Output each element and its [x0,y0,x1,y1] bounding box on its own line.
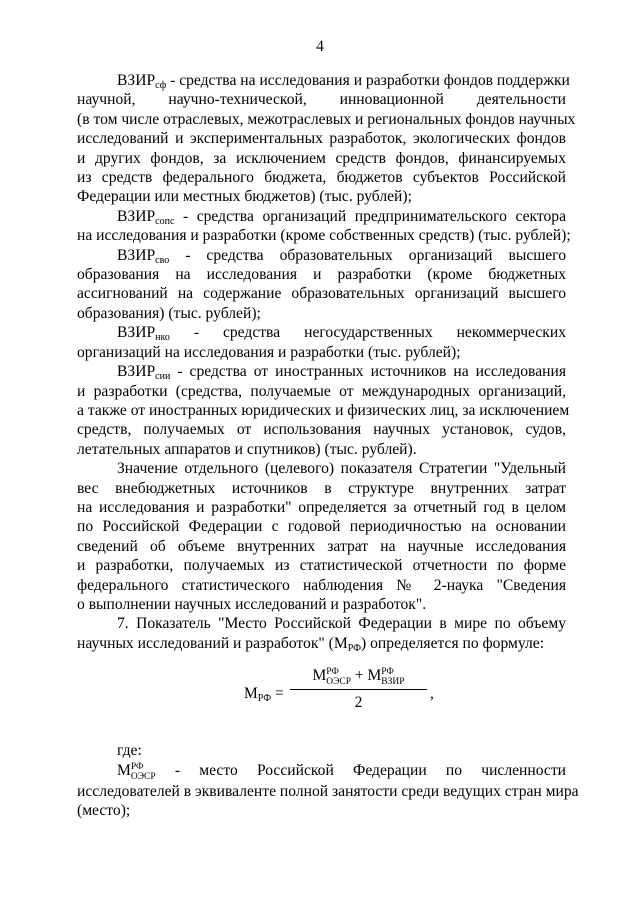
formula-denominator: 2 [354,694,363,712]
formula-numerator: М РФ ОЭСР + М РФ ВЗИР [290,667,427,690]
definition-vzir-nko: $ВЗИР_{нко}$ - средства негосударственных некоммерческих организаций на исследования и разработки (тыс. рублей); [77,324,566,361]
formula-fraction [290,667,427,712]
term-m-oecd: М РФ ОЭСР [312,667,351,688]
formula-lhs: $М_{РФ}$ = [244,685,284,705]
paragraph-indicator-value: Значение отдельного (целевого) показателя Стратегии "Удельный вес внебюджетных источников в структуре внутренних затрат на исследования и разработки" определяется за отчетный год в целом по Российской Федерации с годовой периодичностью на основании сведений об объеме внутренних затрат на научные исследования и разработки, получаемых из статистической отчетности по форме федерального статистического наблюдения № 2-наука "Сведения о выполнении научных исследований и разработок". [77,460,566,613]
symbol-m-rf: $М_{РФ}$ [333,634,362,654]
term-m-vzir: М РФ ВЗИР [367,667,405,688]
definition-m-oecd: М РФ ОЭСР - место Российской Федерации по численности исследователей в эквиваленте полной занятости среди ведущих стран мира (место); [77,761,579,819]
definition-vzir-svo: $ВЗИР_{сво}$ - средства образовательных организаций высшего образования на исследования и разработки (кроме бюджетных ассигнований на содержание образовательных организаций высшего образования) (тыс. рублей); [77,246,566,322]
term-vzir-sops: $ВЗИР_{сопс}$ [117,207,175,227]
definition-vzir-sii: $ВЗИР_{сии}$ - средства от иностранных источников на исследования и разработки (средства, получаемые от международных организаций, а также от иностранных юридических и физических лиц, за исключением средств, получаемых от использования научных установок, судов, летательных аппаратов и спутников) (тыс. рублей). [77,363,570,458]
definition-vzir-sops: $ВЗИР_{сопс}$ - средства организаций предпринимательского сектора на исследования и разработки (кроме собственных средств) (тыс. рублей); [77,207,571,245]
formula-m-rf: $М_{РФ}$ = М РФ ОЭСР + М РФ ВЗИР 2 , [244,667,434,712]
term-vzir-sf: $ВЗИР_{сф}$ [117,72,167,91]
page-number: 4 [316,38,324,55]
term-vzir-nko: $ВЗИР_{нко}$ [117,324,170,344]
page-content [77,71,579,820]
definition-vzir-sf: $ВЗИР_{сф}$ - средства на исследования и разработки фондов поддержки научной, научно-технической, инновационной деятельности (в том числе отраслевых, межотраслевых и региональных фондов научных исследований и экспериментальных разработок, экологических фондов и других фондов, за исключением средств фондов, финансируемых из средств федерального бюджета, бюджетов субъектов Российской Федерации или местных бюджетов) (тыс. рублей); [77,72,576,206]
paragraph-7: 7. Показатель "Место Российской Федерации в мире по объему научных исследований и разработок" $(М_{РФ})$ определяется по формуле: [77,615,566,654]
term-vzir-svo: $ВЗИР_{сво}$ [117,246,170,266]
where-label: где: [117,742,142,760]
term-m-rf-oecd: М РФ ОЭСР [117,761,156,782]
term-vzir-sii: $ВЗИР_{сии}$ [117,363,171,383]
